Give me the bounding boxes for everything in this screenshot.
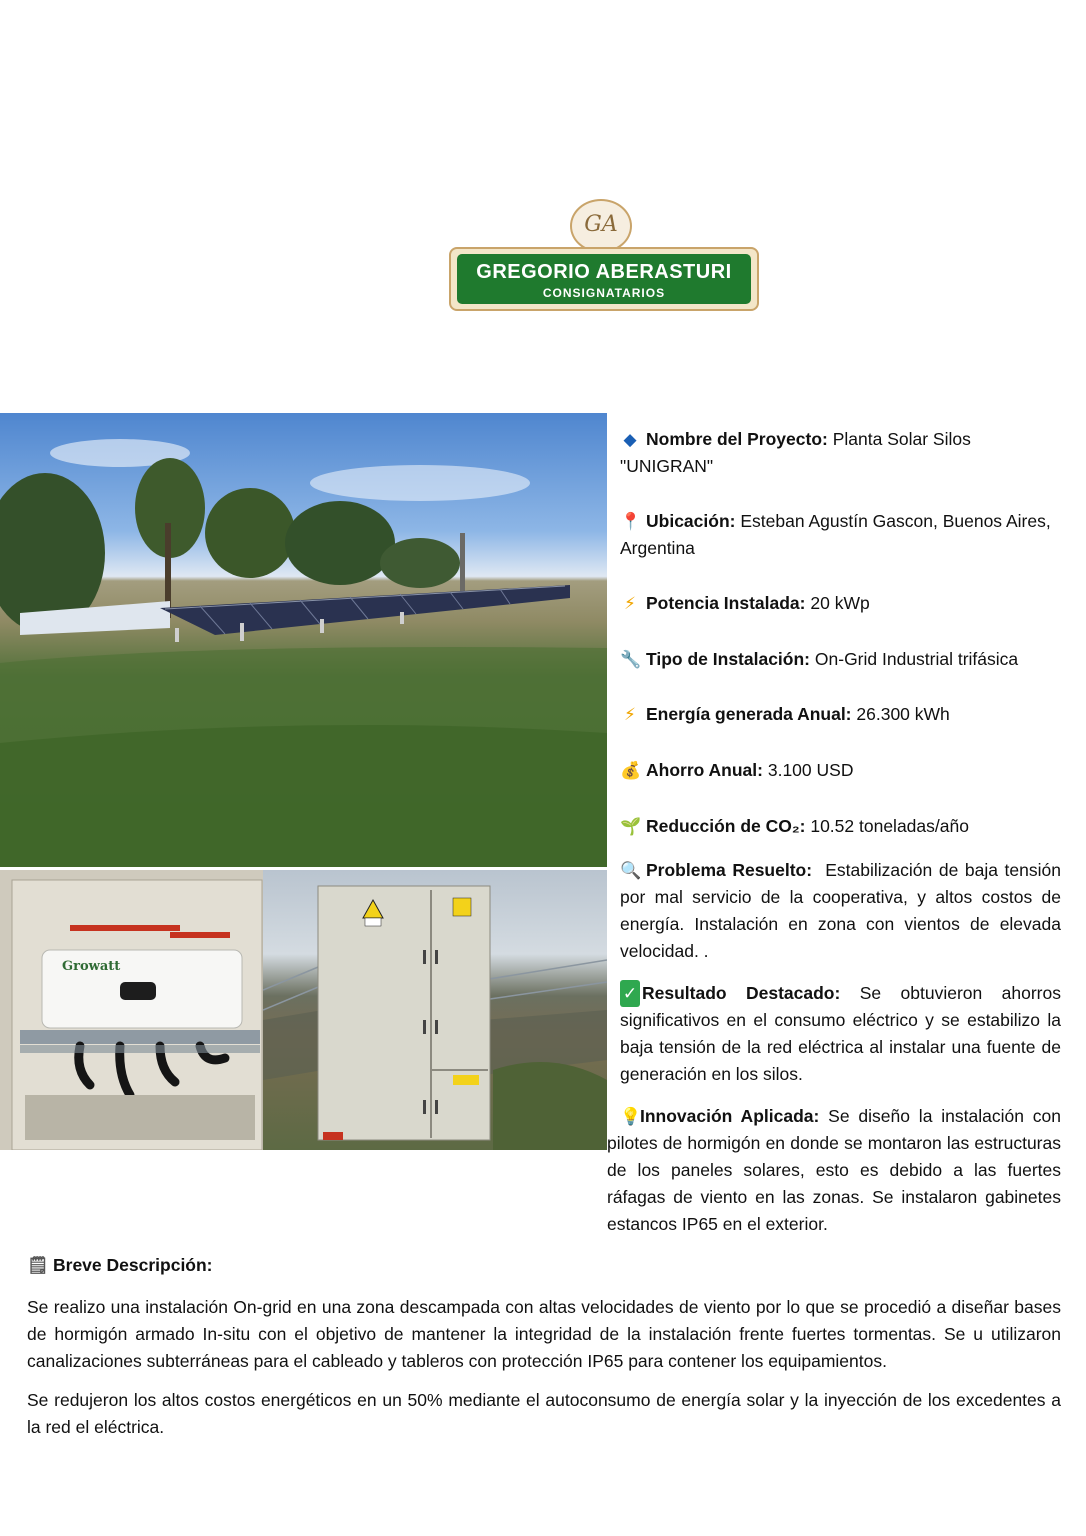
seedling-icon: 🌱 [620, 817, 642, 836]
detail-label: Nombre del Proyecto: [646, 429, 828, 449]
description-paragraph: Se realizo una instalación On-grid en una zona descampada con altas velocidades de viento por lo que se procedió a diseñar bases de hormigón armado In-situ con el objetivo de mantener la integridad de la instalación frente fuertes tormentas. Se u utilizaron canalizaciones subterráneas para el cableado y tableros con protección IP65 para contener los equipamientos. [27, 1297, 1061, 1371]
inverter-brand-label: Growatt [62, 959, 121, 974]
detail-value: 26.300 kWh [856, 704, 950, 724]
detail-co2-reduction [620, 813, 1061, 840]
detail-location [620, 508, 1061, 562]
detail-value: Se diseño la instalación con pilotes de hormigón en donde se montaron las estructuras de los paneles solares, esto es debido a las fuertes ráfagas de viento en las zonas. Se instalaron gabinetes estancos IP65 en el exterior. [607, 1106, 1061, 1234]
detail-value: 3.100 USD [767, 760, 854, 780]
description-paragraph: Se redujeron los altos costos energéticos en un 50% mediante el autoconsumo de energía solar y la inyección de los excedentes a la red el eléctrica. [27, 1390, 1061, 1437]
description-heading [27, 1252, 213, 1279]
solar-field-illustration [0, 413, 607, 867]
detail-value: On-Grid Industrial trifásica [814, 649, 1019, 669]
detail-value: Estabilización de baja tensión por mal servicio de la cooperativa, y altos costos de energía. Instalación en zona con vientos de elevada velocidad. . [620, 860, 1061, 961]
magnifier-icon: 🔍 [620, 861, 642, 880]
company-logo [449, 199, 759, 313]
detail-installation-type [620, 646, 1061, 673]
detail-label: Potencia Instalada: [646, 593, 806, 613]
detail-label: Reducción de CO₂: [646, 816, 806, 836]
logo-company-name: GREGORIO ABERASTURI [476, 261, 732, 283]
logo-banner [457, 254, 751, 304]
detail-value: Planta Solar Silos "UNIGRAN" [620, 429, 971, 476]
detail-label: Problema Resuelto: [646, 860, 813, 880]
detail-label: Tipo de Instalación: [646, 649, 811, 669]
lightning-icon: ⚡ [624, 594, 636, 613]
detail-label: Resultado Destacado: [642, 983, 841, 1003]
detail-label: Innovación Aplicada: [640, 1106, 820, 1126]
inverter-illustration [0, 870, 275, 1150]
page-icon: 🗒 [27, 1256, 49, 1275]
detail-value: Esteban Agustín Gascon, Buenos Aires, Argentina [620, 511, 1051, 558]
lightbulb-icon: 💡 [620, 1107, 642, 1126]
detail-annual-energy [620, 701, 1061, 728]
wrench-icon: 🔧 [620, 650, 642, 669]
detail-value: 20 kWp [810, 593, 870, 613]
detail-value: Se obtuvieron ahorros significativos en el consumo eléctrico y se estabilizo la baja tensión de la red eléctrica al instalar una fuente de generación en los silos. [620, 983, 1061, 1084]
pin-icon: 📍 [620, 512, 642, 531]
solar-field-photo [0, 413, 607, 867]
logo-medallion [570, 199, 632, 253]
detail-installed-power [620, 590, 1061, 617]
detail-label: Ahorro Anual: [646, 760, 763, 780]
logo-company-subtitle: CONSIGNATARIOS [542, 286, 666, 300]
detail-project-name [620, 426, 1061, 480]
inverter-photo [0, 870, 275, 1150]
detail-annual-savings [620, 757, 1061, 784]
cabinet-photo [263, 870, 607, 1150]
cabinet-illustration [263, 870, 607, 1150]
logo-monogram: GA [584, 212, 618, 237]
detail-problem-solved [620, 857, 1061, 965]
description-heading-text: Breve Descripción: [53, 1255, 213, 1275]
money-bag-icon: 💰 [620, 761, 642, 780]
lightning-icon: ⚡ [624, 705, 636, 724]
logo-plate [449, 247, 759, 311]
detail-value: 10.52 toneladas/año [810, 816, 969, 836]
detail-key-result [620, 980, 1061, 1088]
detail-label: Ubicación: [646, 511, 736, 531]
detail-innovation [607, 1103, 1061, 1238]
detail-label: Energía generada Anual: [646, 704, 852, 724]
blue-diamond-icon: ◆ [623, 430, 637, 449]
check-icon: ✓ [620, 980, 640, 1007]
